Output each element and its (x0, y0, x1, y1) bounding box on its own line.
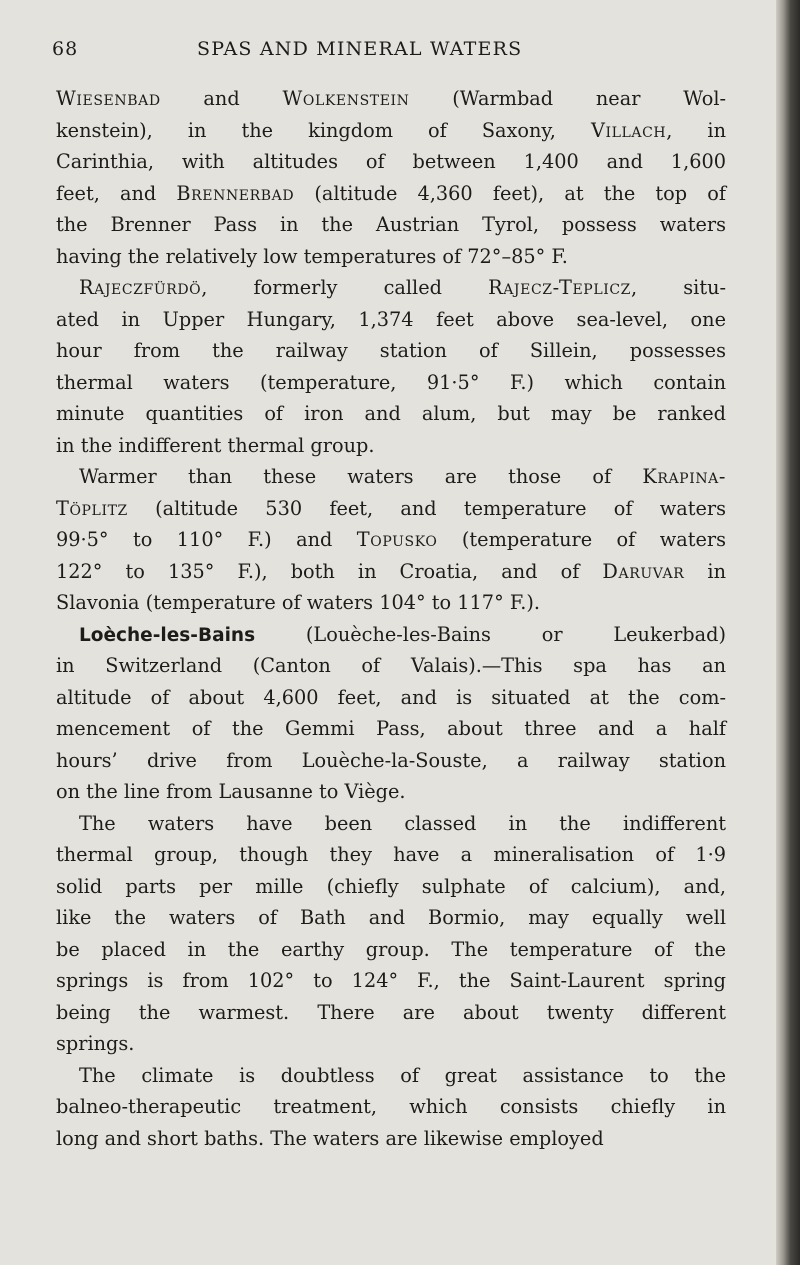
text-run: , situ- (631, 276, 726, 299)
text-run: having the relatively low temperatures of 72°–85° F. (56, 244, 568, 268)
text-run: springs is from 102° to 124° F., the Saint-Laurent spring (56, 969, 726, 992)
text-run: on the line from Lausanne to Viège. (56, 780, 406, 803)
text-run: springs. (56, 1032, 135, 1055)
text-line (56, 1028, 726, 1060)
text-run: the Brenner Pass in the Austrian Tyrol, possess waters (56, 213, 726, 236)
text-line (56, 713, 726, 745)
text-run: 99·5° to 110° F.) and (56, 528, 357, 551)
text-run: (Louèche-les-Bains or Leukerbad) (255, 622, 726, 646)
place-name: Wolkenstein (282, 87, 410, 110)
text-line (56, 524, 726, 556)
text-line (56, 682, 726, 714)
text-line (56, 556, 726, 588)
text-line (56, 619, 726, 651)
place-name: Brennerbad (176, 181, 295, 205)
text-line (56, 304, 726, 336)
place-name: Topusko (356, 528, 438, 551)
text-run: The climate is doubtless of great assistance to the (79, 1063, 726, 1087)
text-line (56, 115, 726, 147)
text-run: hour from the railway station of Sillein, possesses (56, 339, 726, 362)
page-number: 68 (52, 38, 79, 60)
place-name: Krapina- (642, 465, 726, 488)
text-line (56, 1091, 726, 1123)
text-run: long and short baths. The waters are likewise employed (56, 1126, 604, 1150)
running-title: SPAS AND MINERAL WATERS (197, 38, 523, 60)
text-run: kenstein), in the kingdom of Saxony, (56, 118, 591, 142)
text-line (56, 587, 726, 619)
text-line (56, 398, 726, 430)
text-run: balneo-therapeutic treatment, which consists chiefly in (56, 1095, 726, 1118)
text-line (56, 493, 726, 525)
text-run: , formerly called (201, 276, 489, 299)
text-line (56, 461, 726, 493)
text-run: and (160, 87, 283, 110)
text-line (56, 209, 726, 241)
text-run: (altitude 530 feet, and temperature of waters (127, 496, 726, 520)
text-line (56, 146, 726, 178)
text-run: in (684, 559, 727, 583)
text-line (56, 83, 726, 115)
section-heading: Loèche-les-Bains (79, 624, 256, 646)
text-line (56, 965, 726, 997)
text-run: thermal waters (temperature, 91·5° F.) which contain (56, 370, 726, 394)
text-line (56, 241, 726, 273)
text-run: Carinthia, with altitudes of between 1,400 and 1,600 (56, 150, 726, 173)
text-run: solid parts per mille (chiefly sulphate of calcium), and, (56, 874, 726, 898)
place-name: Villach (590, 118, 667, 142)
page-header (52, 38, 732, 78)
text-line (56, 776, 726, 808)
text-run: in the indifferent thermal group. (56, 433, 375, 457)
text-run: (altitude 4,360 feet), at the top of (294, 181, 726, 205)
place-name: Rajecz-Teplicz (488, 276, 631, 299)
text-line (56, 178, 726, 210)
text-run: be placed in the earthy group. The temperature of the (56, 937, 726, 961)
text-run: altitude of about 4,600 feet, and is situated at the com- (56, 685, 726, 709)
text-run: like the waters of Bath and Bormio, may equally well (56, 906, 726, 929)
text-line (56, 650, 726, 682)
text-run: (temperature of waters (437, 528, 726, 551)
text-line (56, 1060, 726, 1092)
text-run: mencement of the Gemmi Pass, about three and a half (56, 717, 726, 740)
text-run: 122° to 135° F.), both in Croatia, and of (56, 559, 603, 583)
text-line (56, 997, 726, 1029)
text-line (56, 272, 726, 304)
text-run: The waters have been classed in the indifferent (79, 811, 726, 835)
text-line (56, 839, 726, 871)
text-line (56, 902, 726, 934)
text-line (56, 871, 726, 903)
text-line (56, 745, 726, 777)
text-run: ated in Upper Hungary, 1,374 feet above sea-level, one (56, 307, 726, 331)
place-name: Töplitz (56, 496, 128, 520)
text-run: Warmer than these waters are those of (79, 465, 643, 488)
text-run: Slavonia (temperature of waters 104° to 117° F.). (56, 591, 540, 614)
text-line (56, 367, 726, 399)
place-name: Daruvar (602, 559, 685, 583)
place-name: Wiesenbad (56, 87, 161, 110)
text-run: , in (666, 118, 727, 142)
place-name: Rajeczfürdö (79, 276, 202, 299)
text-line (56, 1123, 726, 1155)
text-line (56, 335, 726, 367)
book-spine-edge (776, 0, 800, 1265)
text-run: (Warmbad near Wol- (409, 87, 726, 110)
text-line (56, 808, 726, 840)
text-line (56, 430, 726, 462)
text-run: in Switzerland (Canton of Valais).—This spa has an (56, 654, 726, 677)
body-text (56, 83, 726, 1154)
text-run: feet, and (56, 181, 177, 205)
text-line (56, 934, 726, 966)
text-run: minute quantities of iron and alum, but may be ranked (56, 402, 726, 425)
text-run: thermal group, though they have a mineralisation of 1·9 (56, 843, 726, 866)
text-run: being the warmest. There are about twenty different (56, 1000, 726, 1024)
text-run: hours’ drive from Louèche-la-Souste, a railway station (56, 748, 726, 772)
